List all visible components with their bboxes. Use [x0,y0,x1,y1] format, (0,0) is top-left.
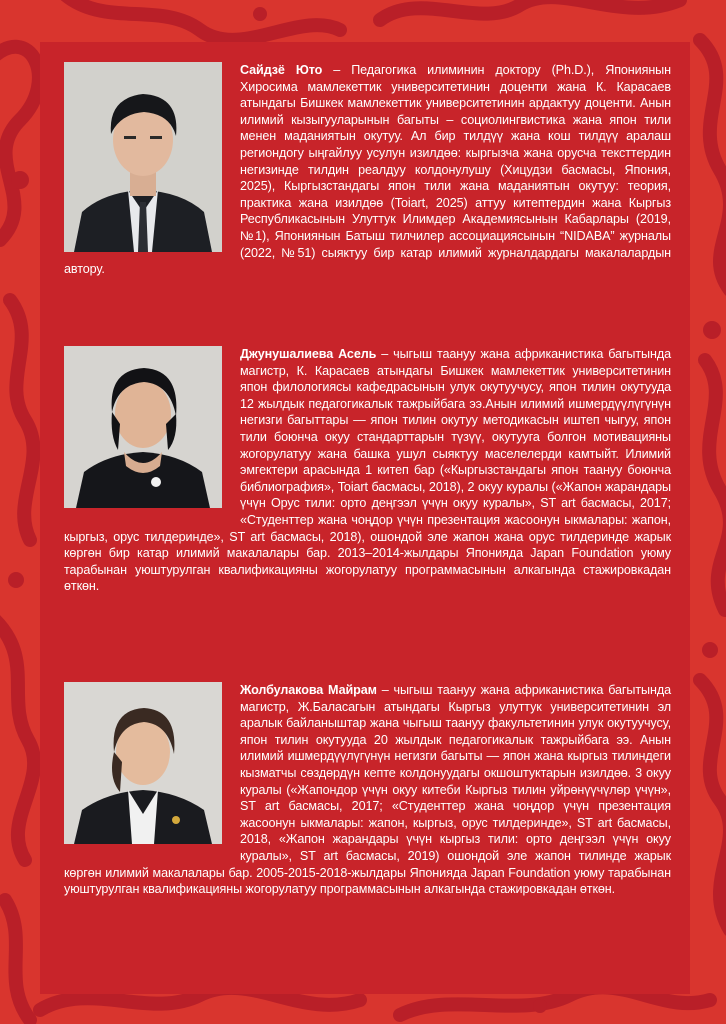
portrait-dzhunushalieva-asel [64,346,222,508]
bio-text: – чыгыш таануу жана африканистика багытында магистр, Ж.Баласагын атындагы Кыргыз улуттук университетинин эл аралык байланыштар жана чыгыш таануу факультетинин улук окутуучусу, япон тилин окутууда 20 жылдык педагогикалык тажрыйбага ээ. Анын илимий ишмердүүлүгүнүн негизги багыты — япон жана кыргыз тилиндеги кызматчы сөздөрдүн кепте колдонуудагы окшоштуктарын изилдөө. 3 окуу куралы («Жапондор үчүн окуу китеби Кыргыз тилин уйрөнүүчүлөр үчүн», ST art басмасы, 2017; «Студенттер жана чоңдор үчүн презентация жасоонун ыкмалары: жапон, кыргыз, орус тилдеринде», ST art басмасы, 2018, «Жапон жарандары үчүн кыргыз тили: орто деңгээл үчүн окуу куралы», ST art басмасы, 2019) ошондой эле жапон тилинде жарык көргөн илимий макалалары бар. 2005-2015-2018-жылдары Японияда Japan Foundation уюму тарабынан уюштурулган квалификацияны жогорулатуу программасынын алкагында стажировкадан өткөн. [64,683,671,897]
bio-saijo-yuto [64,62,671,278]
content-panel [40,42,690,994]
portrait-zholbulakova-mairam [64,682,222,844]
bio-zholbulakova-mairam [64,682,671,898]
person-name: Джунушалиева Асель [240,347,377,361]
portrait-saijo-yuto [64,62,222,252]
bio-dzhunushalieva-asel [64,346,671,595]
bio-text: – Педагогика илиминин доктору (Ph.D.), Япониянын Хиросима мамлекеттик университетинин доценти жана К. Карасаев атындагы Бишкек мамлекеттик университетинин ардактуу доценти. Анын илимий кызыгууларынын багыты – социолингвистика жана япон тили менен маданиятын окутуу. Ал бир тилдүү жана кош тилдүү аралаш региондогу ыңгайлуу усулун изилдөө: кыргызча жана орусча тексттердин негизинде тилдин реалдуу колдонулушу (Хицудзи басмасы, Япония, 2025), Кыргызстандагы япон тили жана маданиятын окутуу: теория, практика жана изилдөө (Toiart, 2025) аттуу китептердин жана Кыргыз Республикасынын Улуттук Илимдер Академиясынын Кабарлары (2019, №1), Япониянын Батыш тилчилер ассоциациясынын “NIDABA” журналы (2022, №51) сыяктуу бир катар илимий журналдардагы макалалардын автору. [64,63,671,277]
bio-text: – чыгыш таануу жана африканистика багытында магистр, К. Карасаев атындагы Бишкек мамлекеттик университетинин япон филологиясы кафедрасынын улук окутуучусу, япон тилин окутууда 12 жылдык педагогикалык тажрыйбага ээ.Анын илимий ишмердүүлүгүнүн негизги багыттары — япон тилин окутуу методикасын иштеп чыгуу, япон тили боюнча окуу стандарттарын түзүү, окутууга болгон мотивацияны жогорулатуу жана башка ушул сыяктуу маселелерди камтыйт. Илимий эмгектери арасында 1 китеп бар («Кыргызстандагы япон таануу боюнча библиография», Toiart басмасы, 2018), 2 окуу куралы («Жапон жарандары үчүн Орус тили: орто деңгээл үчүн окуу куралы», ST art басмасы, 2017; «Студенттер жана чоңдор үчүн презентация жасоонун ыкмалары: жапон, кыргыз, орус тилдеринде», ST art басмасы, 2018), ошондой эле жапон жана орус тилдеринде жарык көргөн бир катар илимий макалалары бар. 2013–2014-жылдары Японияда Japan Foundation уюму тарабынан уюштурулган квалификацияны жогорулатуу программасынын алкагында стажировкадан өткөн. [64,347,671,594]
person-name: Сайдзё Юто [240,63,323,77]
person-name: Жолбулакова Майрам [240,683,377,697]
